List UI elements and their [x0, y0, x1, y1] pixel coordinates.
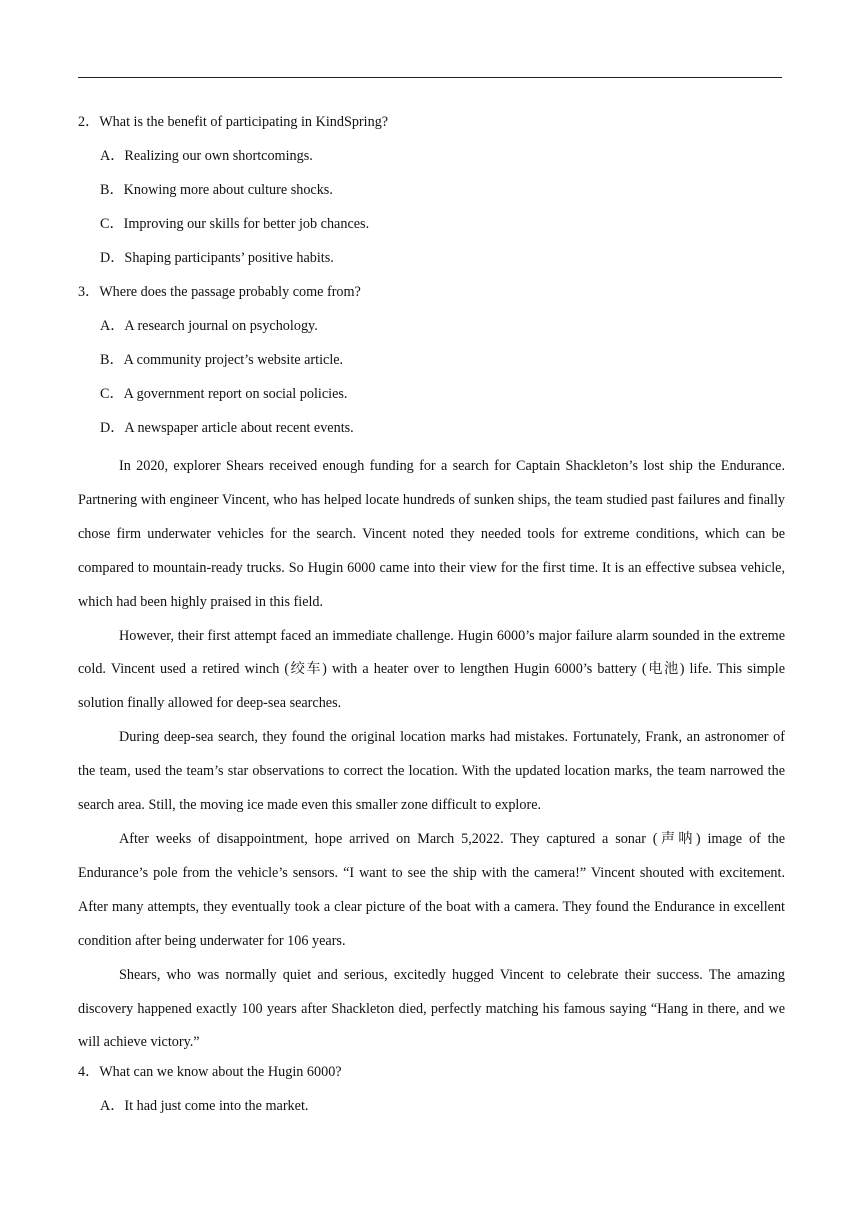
question-stem: 3．Where does the passage probably come from?: [78, 284, 361, 300]
question-stem: 4．What can we know about the Hugin 6000?: [78, 1064, 342, 1081]
option-a: A．It had just come into the market.: [100, 1098, 309, 1115]
reading-passage: [78, 450, 785, 1060]
passage-paragraph: Shears, who was normally quiet and serious, excitedly hugged Vincent to celebrate their success. The amazing discovery happened exactly 100 years after Shackleton died, perfectly matching his famous saying “Hang in there, and we will achieve victory.”: [78, 966, 785, 1051]
option-b: B．A community project’s website article.: [100, 352, 344, 368]
passage-paragraph: However, their first attempt faced an immediate challenge. Hugin 6000’s major failure alarm sounded in the extreme cold. Vincent used a retired winch (绞车) with a heater over to lengthen Hugin 6000’s battery (电池) life. This simple solution finally allowed for deep-sea searches.: [78, 627, 785, 712]
page-content: [78, 110, 785, 1128]
option-b: B．Knowing more about culture shocks.: [100, 182, 333, 198]
passage-paragraph: During deep-sea search, they found the original location marks had mistakes. Fortunately, Frank, an astronomer of the team, used the team’s star observations to correct the location. With the updated location marks, the team narrowed the search area. Still, the moving ice made even this smaller zone difficult to explore.: [78, 729, 785, 814]
option-c: C．A government report on social policies.: [100, 386, 348, 402]
passage-paragraph: In 2020, explorer Shears received enough funding for a search for Captain Shackleton’s lost ship the Endurance. Partnering with engineer Vincent, who has helped locate hundreds of sunken ships, the team studied past failures and finally chose firm underwater vehicles for the search. Vincent noted they needed tools for extreme conditions, which can be compared to mountain-ready trucks. So Hugin 6000 came into their view for the first time. It is an effective subsea vehicle, which had been highly praised in this field.: [78, 458, 785, 610]
header-rule: [78, 77, 782, 78]
option-d: D．Shaping participants’ positive habits.: [100, 250, 334, 266]
option-a: A．Realizing our own shortcomings.: [100, 148, 313, 164]
option-a: A．A research journal on psychology.: [100, 318, 318, 334]
question-stem: 2．What is the benefit of participating in KindSpring?: [78, 114, 389, 130]
question-2: [78, 110, 785, 280]
passage-paragraph: After weeks of disappointment, hope arrived on March 5,2022. They captured a sonar (声呐) image of the Endurance’s pole from the vehicle’s sensors. “I want to see the ship with the camera!” Vincent shouted with excitement. After many attempts, they eventually took a clear picture of the boat with a camera. They found the Endurance in excellent condition after being underwater for 106 years.: [78, 830, 785, 949]
question-4: [78, 1060, 785, 1128]
option-d: D．A newspaper article about recent events.: [100, 420, 354, 436]
question-3: [78, 280, 785, 450]
option-c: C．Improving our skills for better job chances.: [100, 216, 370, 232]
